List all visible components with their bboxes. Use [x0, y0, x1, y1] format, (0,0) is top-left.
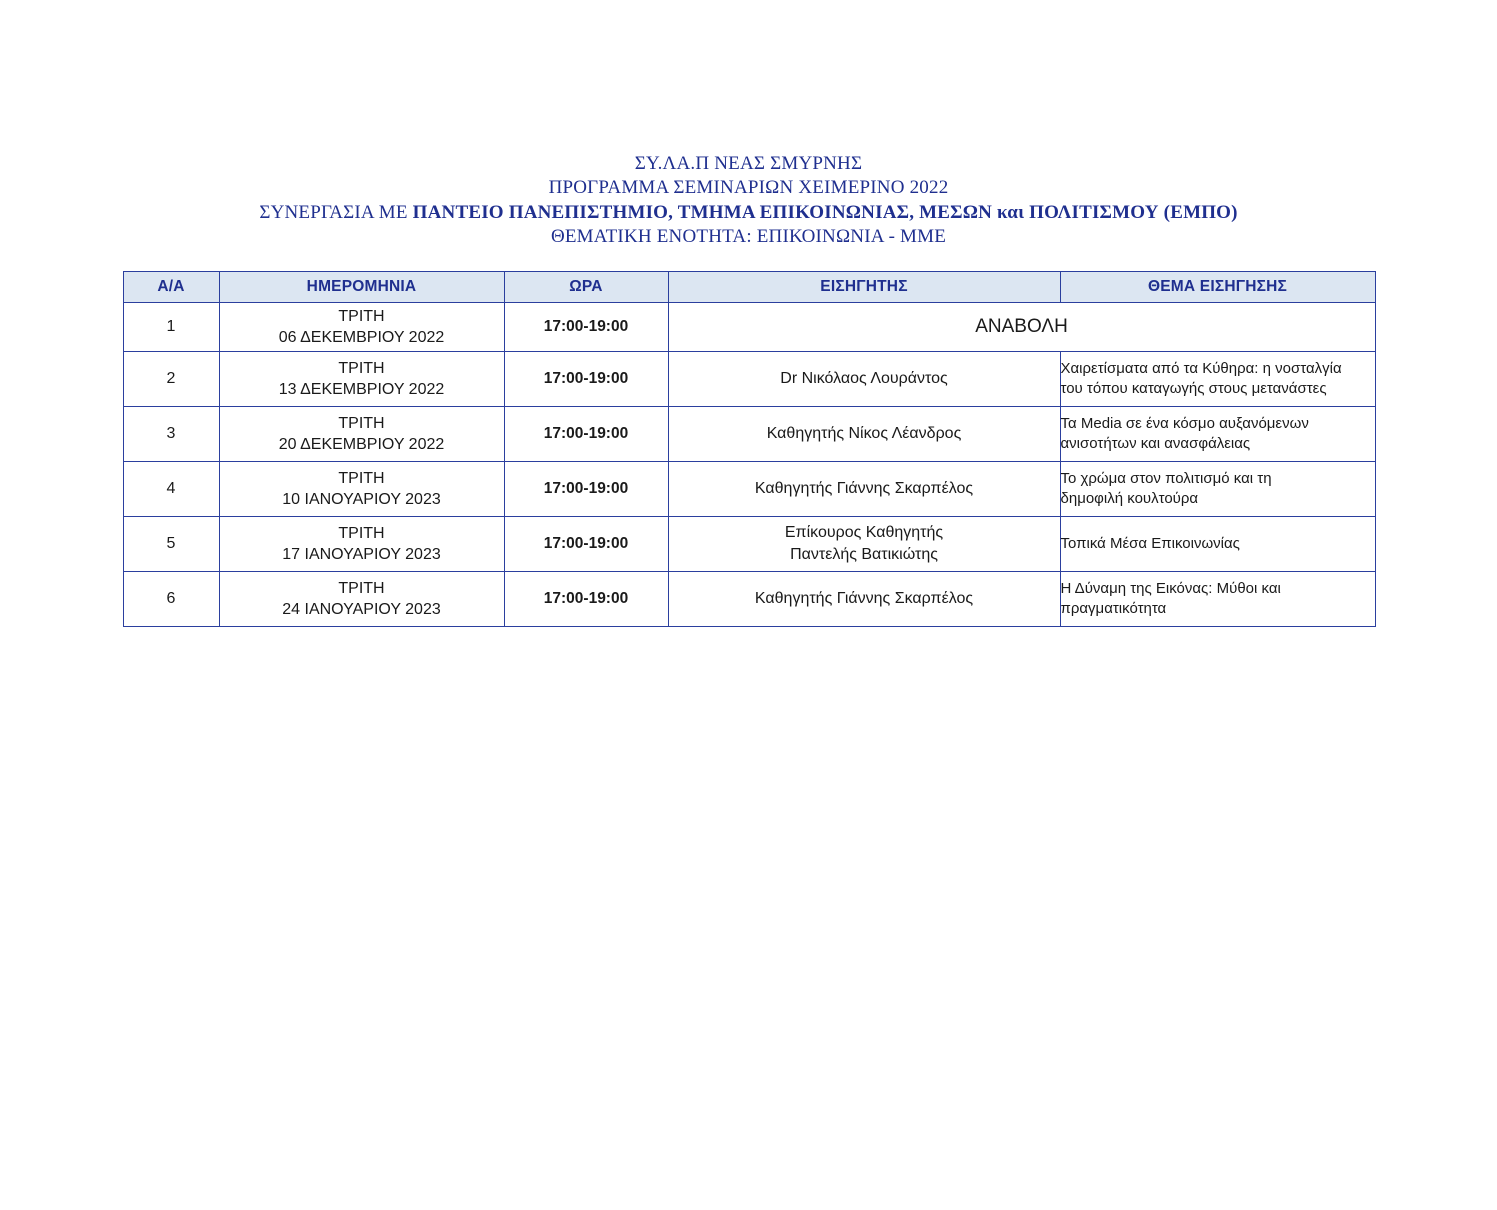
cell-date [219, 572, 504, 627]
cell-time: 17:00-19:00 [504, 517, 668, 572]
table-row [123, 407, 1375, 462]
cell-topic [1060, 462, 1375, 517]
table-row [123, 572, 1375, 627]
cell-topic-line1: Το χρώμα στον πολιτισμό και τη [1060, 470, 1272, 487]
cell-time: 17:00-19:00 [504, 303, 668, 352]
cell-date-day: ΤΡΙΤΗ [338, 359, 385, 377]
cell-index: 5 [123, 517, 219, 572]
cell-topic-line2: πραγματικότητα [1060, 600, 1167, 618]
cell-date-day: ΤΡΙΤΗ [338, 524, 385, 542]
cell-speaker: Dr Νικόλαος Λουράντος [668, 352, 1060, 407]
heading-collab-bold: ΠΑΝΤΕΙΟ ΠΑΝΕΠΙΣΤΗΜΙΟ, ΤΜΗΜΑ ΕΠΙΚΟΙΝΩΝΙΑΣ, ΜΕΣΩΝ [412, 201, 993, 223]
table-row [123, 517, 1375, 572]
cell-date-value: 20 ΔΕΚΕΜΒΡΙΟΥ 2022 [278, 436, 445, 454]
cell-index: 3 [123, 407, 219, 462]
cell-date-value: 17 ΙΑΝΟΥΑΡΙΟΥ 2023 [282, 546, 441, 564]
cell-topic [1060, 572, 1375, 627]
document-page [0, 152, 1497, 1210]
cell-speaker: Καθηγητής Γιάννης Σκαρπέλος [668, 572, 1060, 627]
cell-date [219, 303, 504, 352]
heading-line-theme: ΘΕΜΑΤΙΚΗ ΕΝΟΤΗΤΑ: ΕΠΙΚΟΙΝΩΝΙΑ - ΜΜΕ [550, 225, 947, 247]
cell-index: 6 [123, 572, 219, 627]
cell-date-value: 10 ΙΑΝΟΥΑΡΙΟΥ 2023 [282, 491, 441, 509]
cell-date-value: 24 ΙΑΝΟΥΑΡΙΟΥ 2023 [282, 601, 441, 619]
schedule-table-wrapper [123, 271, 1375, 627]
cell-topic-line2: δημοφιλή κουλτούρα [1060, 490, 1199, 508]
cell-time: 17:00-19:00 [504, 462, 668, 517]
cell-date [219, 407, 504, 462]
cell-date-day: ΤΡΙΤΗ [338, 307, 385, 325]
cell-topic-line2: ανισοτήτων και ανασφάλειας [1060, 435, 1251, 453]
heading-collab-prefix: ΣΥΝΕΡΓΑΣΙΑ ΜΕ [259, 201, 413, 223]
cell-speaker: Καθηγητής Γιάννης Σκαρπέλος [668, 462, 1060, 517]
heading-line-collaboration [0, 201, 1497, 225]
cell-topic-line1: Η Δύναμη της Εικόνας: Μύθοι και [1060, 580, 1281, 597]
cell-speaker-line1: Επίκουρος Καθηγητής [784, 523, 944, 541]
column-header-aa: Α/Α [123, 272, 219, 303]
cell-index: 2 [123, 352, 219, 407]
table-row [123, 352, 1375, 407]
cell-speaker [668, 517, 1060, 572]
cell-time: 17:00-19:00 [504, 352, 668, 407]
schedule-table [123, 271, 1376, 627]
cell-index: 4 [123, 462, 219, 517]
cell-date-value: 13 ΔΕΚΕΜΒΡΙΟΥ 2022 [278, 381, 445, 399]
cell-date-day: ΤΡΙΤΗ [338, 469, 385, 487]
cell-date [219, 462, 504, 517]
column-header-date: ΗΜΕΡΟΜΗΝΙΑ [219, 272, 504, 303]
cell-time: 17:00-19:00 [504, 572, 668, 627]
cell-topic-line2: του τόπου καταγωγής στους μετανάστες [1060, 380, 1327, 398]
cell-topic-line1: Χαιρετίσματα από τα Κύθηρα: η νοσταλγία [1060, 360, 1342, 377]
cell-date [219, 352, 504, 407]
document-heading [0, 152, 1497, 249]
cell-speaker: Καθηγητής Νίκος Λέανδρος [668, 407, 1060, 462]
column-header-speaker: ΕΙΣΗΓΗΤΗΣ [668, 272, 1060, 303]
cell-cancellation-note: ΑΝΑΒΟΛΗ [668, 303, 1375, 352]
cell-date-day: ΤΡΙΤΗ [338, 414, 385, 432]
heading-line-organization: ΣΥ.ΛΑ.Π ΝΕΑΣ ΣΜΥΡΝΗΣ [634, 153, 863, 174]
cell-date-value: 06 ΔΕΚΕΜΒΡΙΟΥ 2022 [278, 329, 445, 347]
cell-topic-line1: Τα Media σε ένα κόσμο αυξανόμενων [1060, 415, 1309, 432]
cell-index: 1 [123, 303, 219, 352]
cell-time: 17:00-19:00 [504, 407, 668, 462]
cell-topic [1060, 407, 1375, 462]
cell-topic [1060, 352, 1375, 407]
cell-topic-line1: Τοπικά Μέσα Επικοινωνίας [1060, 535, 1240, 553]
table-header-row [123, 272, 1375, 303]
column-header-time: ΩΡΑ [504, 272, 668, 303]
cell-date-day: ΤΡΙΤΗ [338, 579, 385, 597]
table-row [123, 303, 1375, 352]
heading-collab-mid: και [992, 201, 1030, 223]
column-header-topic: ΘΕΜΑ ΕΙΣΗΓΗΣΗΣ [1060, 272, 1375, 303]
cell-speaker-line2: Παντελής Βατικιώτης [790, 546, 938, 564]
heading-collab-bold2: ΠΟΛΙΤΙΣΜΟΥ (ΕΜΠΟ) [1029, 201, 1238, 223]
cell-date [219, 517, 504, 572]
table-row [123, 462, 1375, 517]
cell-topic [1060, 517, 1375, 572]
heading-line-program: ΠΡΟΓΡΑΜΜΑ ΣΕΜΙΝΑΡΙΩΝ ΧΕΙΜΕΡΙΝΟ 2022 [548, 177, 949, 199]
